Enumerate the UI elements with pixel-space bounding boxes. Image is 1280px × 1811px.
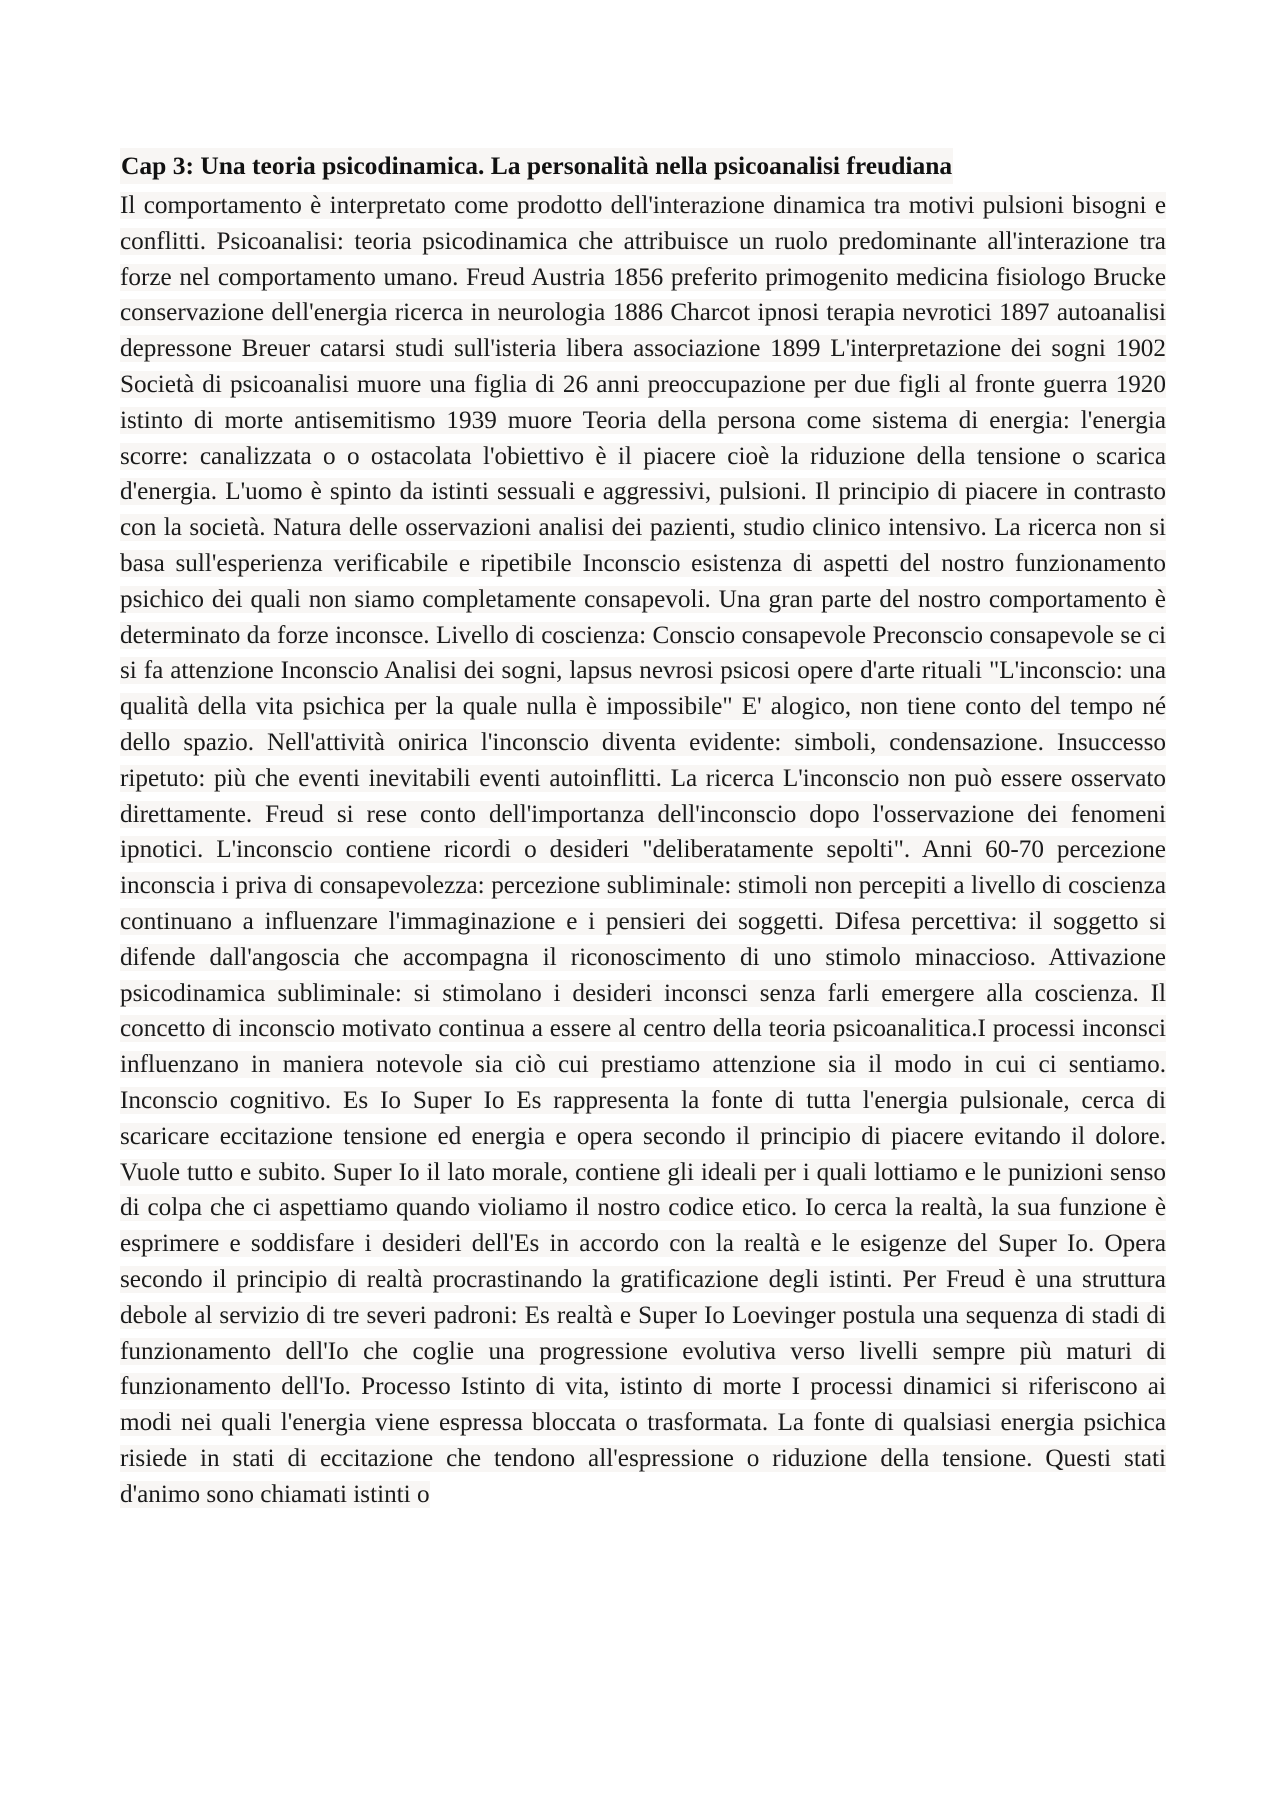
body-paragraph (120, 188, 1166, 1512)
document-content (120, 148, 1166, 1512)
chapter-title: Cap 3: Una teoria psicodinamica. La personalità nella psicoanalisi freudiana (120, 148, 953, 184)
body-paragraph-text: Il comportamento è interpretato come prodotto dell'interazione dinamica tra motivi pulsioni bisogni e conflitti. Psicoanalisi: teoria psicodinamica che attribuisce un ruolo predominante all'interazione tra forze nel comportamento umano. Freud Austria 1856 preferito primogenito medicina fisiologo Brucke conservazione dell'energia ricerca in neurologia 1886 Charcot ipnosi terapia nevrotici 1897 autoanalisi depressone Breuer catarsi studi sull'isteria libera associazione 1899 L'interpretazione dei sogni 1902 Società di psicoanalisi muore una figlia di 26 anni preoccupazione per due figli al fronte guerra 1920 istinto di morte antisemitismo 1939 muore Teoria della persona come sistema di energia: l'energia scorre: canalizzata o o ostacolata l'obiettivo è il piacere cioè la riduzione della tensione o scarica d'energia. L'uomo è spinto da istinti sessuali e aggressivi, pulsioni. Il principio di piacere in contrasto con la società. Natura delle osservazioni analisi dei pazienti, studio clinico intensivo. La ricerca non si basa sull'esperienza verificabile e ripetibile Inconscio esistenza di aspetti del nostro funzionamento psichico dei quali non siamo completamente consapevoli. Una gran parte del nostro comportamento è determinato da forze inconsce. Livello di coscienza: Conscio consapevole Preconscio consapevole se ci si fa attenzione Inconscio Analisi dei sogni, lapsus nevrosi psicosi opere d'arte rituali "L'inconscio: una qualità della vita psichica per la quale nulla è impossibile" E' alogico, non tiene conto del tempo né dello spazio. Nell'attività onirica l'inconscio diventa evidente: simboli, condensazione. Insuccesso ripetuto: più che eventi inevitabili eventi autoinflitti. La ricerca L'inconscio non può essere osservato direttamente. Freud si rese conto dell'importanza dell'inconscio dopo l'osservazione dei fenomeni ipnotici. L'inconscio contiene ricordi o desideri "deliberatamente sepolti". Anni 60-70 percezione inconscia i priva di consapevolezza: percezione subliminale: stimoli non percepiti a livello di coscienza continuano a influenzare l'immaginazione e i pensieri dei soggetti. Difesa percettiva: il soggetto si difende dall'angoscia che accompagna il riconoscimento di uno stimolo minaccioso. Attivazione psicodinamica subliminale: si stimolano i desideri inconsci senza farli emergere alla coscienza. Il concetto di inconscio motivato continua a essere al centro della teoria psicoanalitica.I processi inconsci influenzano in maniera notevole sia ciò cui prestiamo attenzione sia il modo in cui ci sentiamo. Inconscio cognitivo. Es Io Super Io Es rappresenta la fonte di tutta l'energia pulsionale, cerca di scaricare eccitazione tensione ed energia e opera secondo il principio di piacere evitando il dolore. Vuole tutto e subito. Super Io il lato morale, contiene gli ideali per i quali lottiamo e le punizioni senso di colpa che ci aspettiamo quando violiamo il nostro codice etico. Io cerca la realtà, la sua funzione è esprimere e soddisfare i desideri dell'Es in accordo con la realtà e le esigenze del Super Io. Opera secondo il principio di realtà procrastinando la gratificazione degli istinti. Per Freud è una struttura debole al servizio di tre severi padroni: Es realtà e Super Io Loevinger postula una sequenza di stadi di funzionamento dell'Io che coglie una progressione evolutiva verso livelli sempre più maturi di funzionamento dell'Io. Processo Istinto di vita, istinto di morte I processi dinamici si riferiscono ai modi nei quali l'energia viene espressa bloccata o trasformata. La fonte di qualsiasi energia psichica risiede in stati di eccitazione che tendono all'espressione o riduzione della tensione. Questi stati d'animo sono chiamati istinti o (120, 192, 1166, 1508)
